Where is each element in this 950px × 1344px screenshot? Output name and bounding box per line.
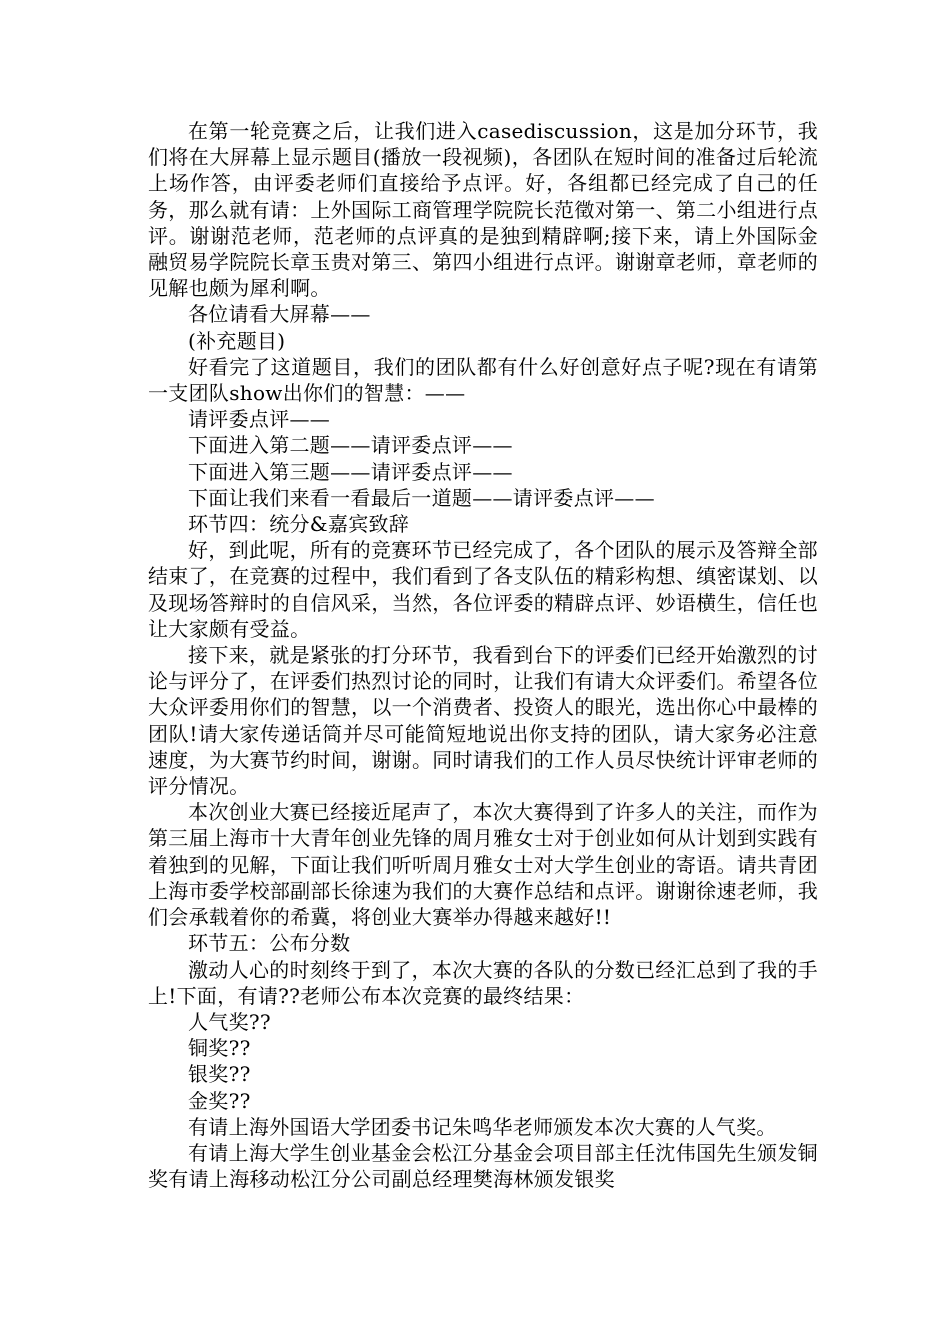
paragraph-case-discussion: 在第一轮竞赛之后，让我们进入casediscussion，这是加分环节，我们将在大屏幕上显示题目(播放一段视频)，各团队在短时间的准备过后轮流上场作答，由评委老师们直接给予点评。好，各组都已经完成了自己的任务，那么就有请：上外国际工商管理学院院长范徵对第一、第二小组进行点评。谢谢范老师，范老师的点评真的是独到精辟啊;接下来，请上外国际金融贸易学院院长章玉贵对第三、第四小组进行点评。谢谢章老师，章老师的见解也颇为犀利啊。	[148, 119, 818, 301]
paragraph-third-question: 下面进入第三题——请评委点评——	[188, 459, 513, 484]
award-silver: 银奖??	[188, 1062, 251, 1087]
paragraph-closing-remarks: 本次创业大赛已经接近尾声了，本次大赛得到了许多人的关注，而作为第三届上海市十大青年创业先锋的周月雅女士对于创业如何从计划到实践有着独到的见解，下面让我们听听周月雅女士对大学生创业的寄语。请共青团上海市委学校部副部长徐速为我们的大赛作总结和点评。谢谢徐速老师，我们会承载着你的希冀，将创业大赛举办得越来越好!!	[148, 800, 818, 930]
paragraph-second-question: 下面进入第二题——请评委点评——	[188, 433, 513, 458]
paragraph-popularity-presenter: 有请上海外国语大学团委书记朱鸣华老师颁发本次大赛的人气奖。	[188, 1114, 777, 1139]
document-body	[148, 118, 818, 1192]
paragraph-competition-complete: 好，到此呢，所有的竞赛环节已经完成了，各个团队的展示及答辩全部结束了，在竞赛的过程中，我们看到了各支队伍的精彩构想、缜密谋划、以及现场答辩时的自信风采，当然，各位评委的精辟点评、妙语横生，信任也让大家颇有受益。	[148, 538, 818, 641]
award-gold: 金奖??	[188, 1088, 251, 1113]
paragraph-look-at-screen: 各位请看大屏幕——	[188, 302, 371, 327]
paragraph-announce-results: 激动人心的时刻终于到了，本次大赛的各队的分数已经汇总到了我的手上!下面，有请??老师公布本次竞赛的最终结果：	[148, 957, 818, 1008]
award-popularity: 人气奖??	[188, 1009, 271, 1034]
paragraph-bronze-silver-presenters: 有请上海大学生创业基金会松江分基金会项目部主任沈伟国先生颁发铜奖有请上海移动松江分公司副总经理樊海林颁发银奖	[148, 1140, 818, 1192]
award-bronze: 铜奖??	[188, 1036, 251, 1061]
paragraph-scoring: 接下来，就是紧张的打分环节，我看到台下的评委们已经开始激烈的讨论与评分了，在评委们热烈讨论的同时，让我们有请大众评委们。希望各位大众评委用你们的智慧，以一个消费者、投资人的眼光，选出你心中最棒的团队!请大家传递话筒并尽可能简短地说出你支持的团队，请大家务必注意速度，为大赛节约时间，谢谢。同时请我们的工作人员尽快统计评审老师的评分情况。	[148, 643, 818, 799]
section-heading-four: 环节四：统分&嘉宾致辞	[188, 512, 410, 537]
paragraph-last-question: 下面让我们来看一看最后一道题——请评委点评——	[188, 485, 655, 510]
section-heading-five: 环节五：公布分数	[188, 931, 351, 956]
paragraph-supplementary-question: (补充题目)	[188, 328, 286, 353]
paragraph-judges-comment: 请评委点评——	[188, 407, 331, 432]
paragraph-first-team-show: 好看完了这道题目，我们的团队都有什么好创意好点子呢?现在有请第一支团队show出你们的智慧：——	[148, 354, 818, 406]
